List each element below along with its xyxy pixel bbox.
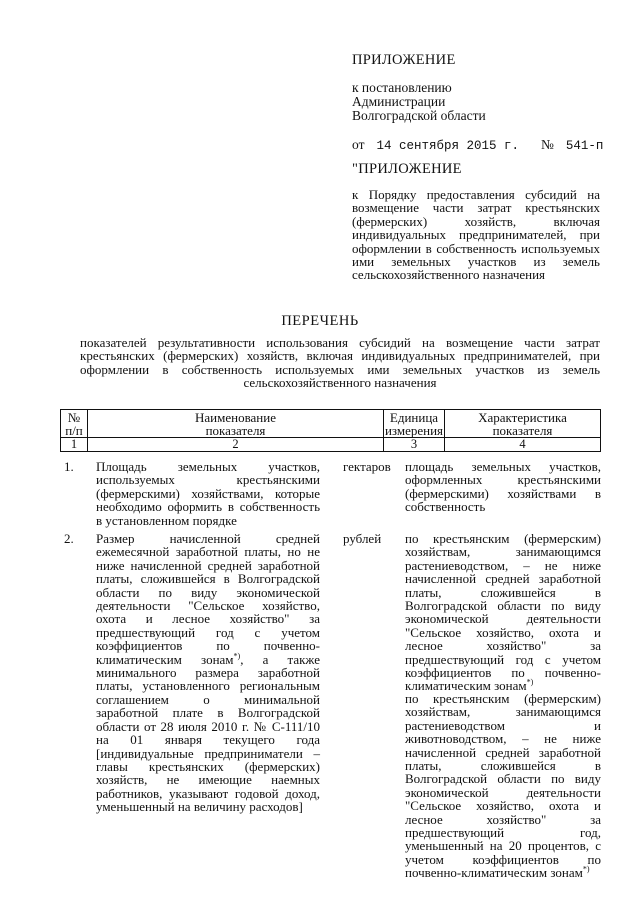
document-intro: показателей результативности использования субсидий на возмещение части затрат крестьянских (фермерских) хозяйств, включая индивидуальных предпринимателей, при оформлении в собственность используемых ими земельных участков из земель сельскохозяйственного назначения [80, 335, 600, 391]
row-characteristic [405, 692, 601, 880]
header-label: измерения [384, 423, 444, 438]
footnote-mark: *) [526, 678, 534, 688]
header-label: п/п [65, 423, 83, 438]
appendix-date: 14 сентября 2015 г. [376, 139, 520, 153]
appendix-title: ПРИЛОЖЕНИЕ [352, 52, 456, 68]
appendix2-block [352, 161, 600, 282]
row-number: 2. [64, 531, 74, 546]
header-index: 4 [445, 437, 600, 452]
header-label: Наименование [195, 410, 276, 425]
row-characteristic-text: по крестьянским (фермерским) хозяйствам, занимающимся растениеводством и животноводством, – не ниже начисленной средней заработной платы, сложившейся в Волгоградской области по виду экономической деятельности "Сельское хозяйство, охота и лесное хозяйство" за предшествующий год, уменьшенный на 20 процентов, с учетом коэффициентов по почвенно-климатическим зонам [405, 691, 601, 881]
header-label: показателя [205, 423, 266, 438]
header-label: Единица [389, 410, 439, 425]
header-col-unit [384, 410, 445, 451]
row-unit: рублей [343, 531, 382, 546]
row-name-text: Размер начисленной средней ежемесячной заработной платы, но не ниже начисленной средней заработной платы, сложившейся в Волгоградской области по виду экономической деятельности "Сельское хозяйство, охота и лесное хозяйство" за предшествующий год с учетом коэффициентов по почвенно-климатическим зонам [96, 531, 320, 667]
header-index: 2 [88, 437, 383, 452]
row-name-text: , а также минимального размера заработной платы, установленного региональным соглашением о минимальной заработной плате в Волгоградской области от 28 июля 2010 г. № С-111/10 на 01 января текущего года [индивидуальные предприниматели – главы крестьянских (фермерских) хозяйств, не имеющие наемных работников, указывают годовой доход, уменьшенный на величину расходов] [96, 651, 321, 815]
row-characteristic [405, 532, 601, 693]
table-header [60, 409, 601, 452]
header-col-name [88, 410, 384, 451]
appendix-number: 541-п [565, 139, 604, 153]
appendix2-body: к Порядку предоставления субсидий на возмещение части затрат крестьянских (фермерских) хозяйств, включая индивидуальных предпринимателей, при оформлении в собственность используемых ими земельных участков из земель сельскохозяйственного назначения [352, 187, 600, 283]
row-name: Площадь земельных участков, используемых крестьянскими (фермерскими) хозяйствами, которые необходимо оформить в собственность в установленном порядке [96, 459, 320, 528]
number-prefix: № [541, 137, 554, 152]
appendix-line: Администрации [352, 94, 446, 109]
header-col-number [61, 410, 88, 451]
row-name [96, 532, 320, 814]
row-number: 1. [64, 459, 74, 474]
appendix-line: к постановлению [352, 80, 452, 95]
header-index: 3 [384, 437, 444, 452]
date-prefix: от [352, 137, 365, 152]
header-label: Характеристика [478, 410, 567, 425]
header-index: 1 [61, 437, 87, 452]
header-label: № [67, 410, 81, 425]
document-heading: ПЕРЕЧЕНЬ [281, 313, 359, 329]
row-characteristic: площадь земельных участков, оформленных крестьянскими (фермерскими) хозяйствами в собственность [405, 459, 601, 515]
footnote-mark: *) [233, 651, 241, 661]
header-label: показателя [492, 423, 553, 438]
row-characteristic-text: по крестьянским (фермерским) хозяйствам, занимающимся растениеводством, – не ниже начисленной средней заработной платы, сложившейся в Волгоградской области по виду экономической деятельности "Сельское хозяйство, охота и лесное хозяйство" за предшествующий год с учетом коэффициентов по почвенно-климатическим зонам [405, 531, 601, 694]
appendix2-title: "ПРИЛОЖЕНИЕ [352, 161, 462, 177]
footnote-mark: *) [582, 864, 590, 874]
appendix-line: Волгоградской области [352, 108, 486, 123]
appendix-block [352, 52, 612, 153]
appendix-lines [352, 81, 612, 123]
row-unit: гектаров [343, 459, 391, 474]
header-col-characteristic [445, 410, 600, 451]
appendix-dateline [352, 137, 612, 153]
